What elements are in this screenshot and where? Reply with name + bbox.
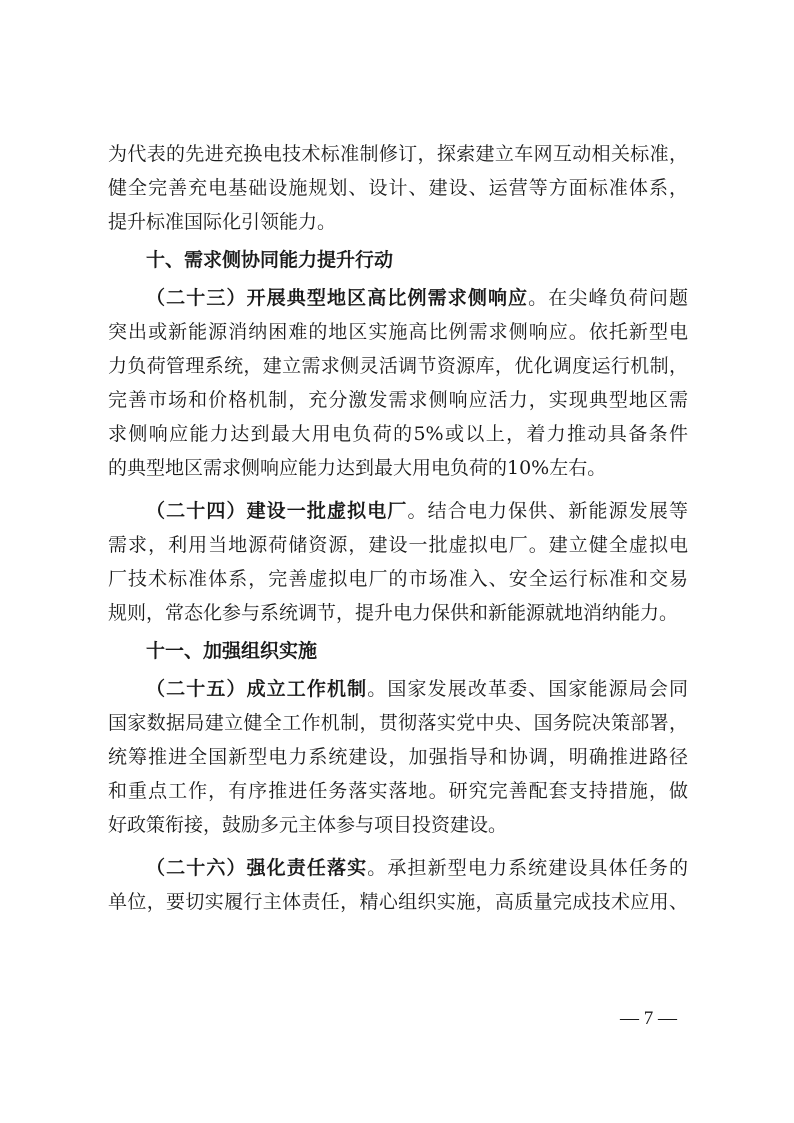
document-body — [108, 137, 688, 919]
section-heading-11: 十一、加强组织实施 — [146, 640, 318, 662]
carry-over-paragraph — [108, 137, 688, 239]
paragraph-first-line — [108, 281, 688, 315]
paragraph-first-line — [108, 672, 688, 706]
paragraph-first-line — [108, 494, 688, 528]
item-text: 。结合电力保供、新能源发展等 — [407, 500, 688, 522]
item-title: （二十三）开展典型地区高比例需求侧响应 — [146, 287, 529, 309]
section-heading-10: 十、需求侧协同能力提升行动 — [146, 249, 394, 271]
paragraph-line: 力负荷管理系统，建立需求侧灵活调节资源库，优化调度运行机制， — [108, 355, 688, 377]
paragraph-line: 统筹推进全国新型电力系统建设，加强指导和协调，明确推进路径 — [108, 746, 688, 768]
item-title: （二十五）成立工作机制 — [146, 678, 368, 700]
item-title: （二十六）强化责任落实 — [146, 857, 368, 879]
paragraph-line: 提升标准国际化引领能力。 — [108, 211, 337, 233]
paragraph-line: 需求，利用当地源荷储资源，建设一批虚拟电厂。建立健全虚拟电 — [108, 534, 688, 556]
paragraph-line: 健全完善充电基础设施规划、设计、建设、运营等方面标准体系， — [108, 177, 688, 199]
paragraph-line: 求侧响应能力达到最大用电负荷的5%或以上，着力推动具备条件 — [108, 423, 688, 445]
paragraph-line: 为代表的先进充换电技术标准制修订，探索建立车网互动相关标准， — [108, 143, 688, 165]
paragraph-item-25 — [108, 672, 688, 842]
paragraph-line: 和重点工作，有序推进任务落实落地。研究完善配套支持措施，做 — [108, 780, 688, 802]
paragraph-item-23 — [108, 281, 688, 485]
paragraph-item-26 — [108, 851, 688, 919]
paragraph-item-24 — [108, 494, 688, 630]
paragraph-line: 规则，常态化参与系统调节，提升电力保供和新能源就地消纳能力。 — [108, 602, 679, 624]
paragraph-line: 的典型地区需求侧响应能力达到最大用电负荷的10%左右。 — [108, 457, 607, 479]
paragraph-line: 完善市场和价格机制，充分激发需求侧响应活力，实现典型地区需 — [108, 389, 688, 411]
item-title: （二十四）建设一批虚拟电厂 — [146, 500, 408, 522]
paragraph-line: 好政策衔接，鼓励多元主体参与项目投资建设。 — [108, 814, 508, 836]
item-text: 。国家发展改革委、国家能源局会同 — [367, 678, 688, 700]
paragraph-line: 厂技术标准体系，完善虚拟电厂的市场准入、安全运行标准和交易 — [108, 568, 688, 590]
item-text: 。承担新型电力系统建设具体任务的 — [367, 857, 688, 879]
page-number: — 7 — — [620, 1008, 677, 1029]
paragraph-first-line — [108, 851, 688, 885]
paragraph-line: 国家数据局建立健全工作机制，贯彻落实党中央、国务院决策部署， — [108, 712, 688, 734]
item-text: 。在尖峰负荷问题 — [528, 287, 688, 309]
paragraph-line: 突出或新能源消纳困难的地区实施高比例需求侧响应。依托新型电 — [108, 321, 688, 343]
paragraph-line: 单位，要切实履行主体责任，精心组织实施，高质量完成技术应用、 — [108, 891, 688, 913]
